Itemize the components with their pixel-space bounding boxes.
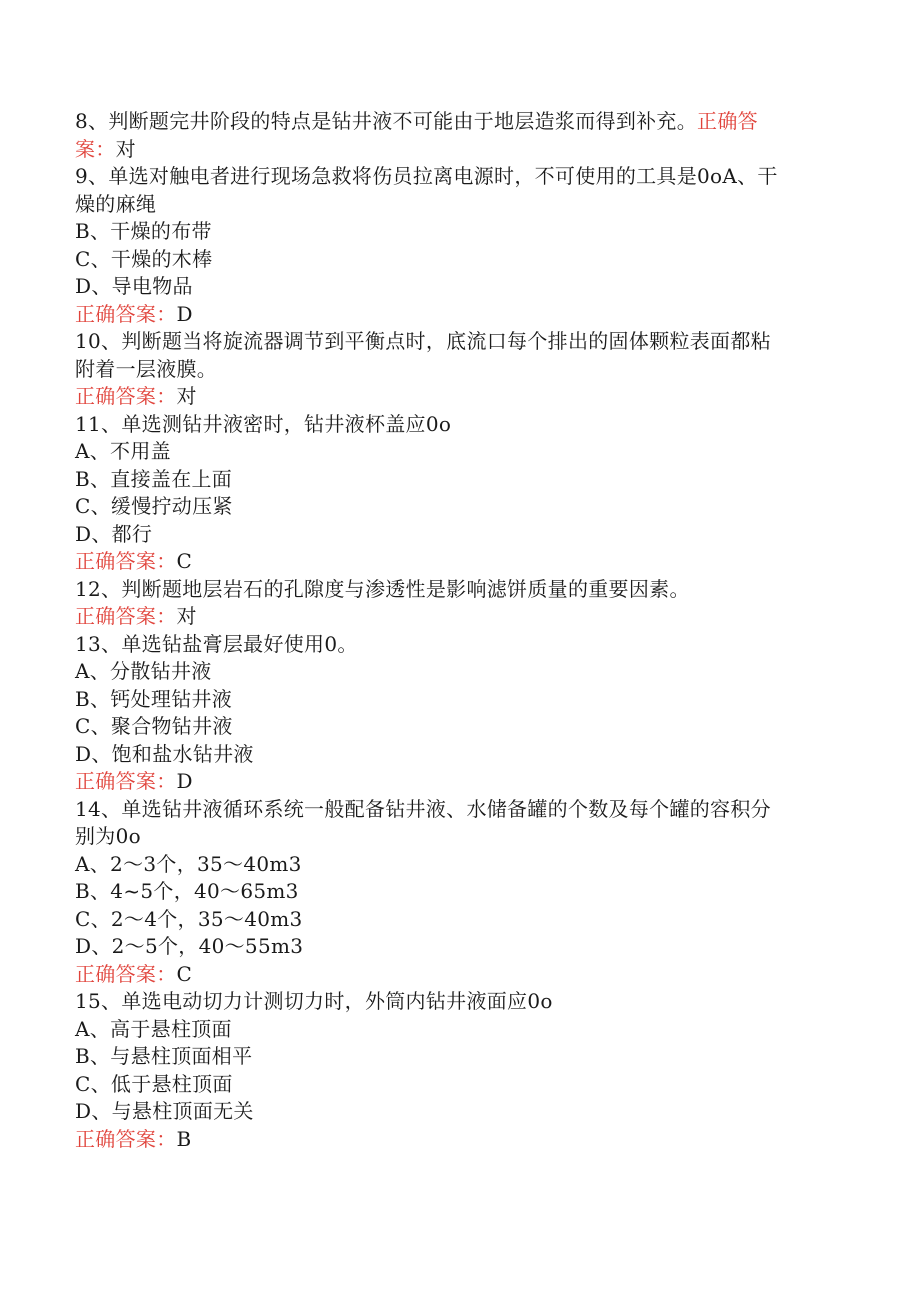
option-d: D、饱和盐水钻井液 (75, 741, 254, 766)
option-b: B、钙处理钻井液 (75, 686, 233, 711)
answer-label: 正确答 (697, 109, 758, 133)
option-d: D、导电物品 (75, 274, 193, 298)
option-a: A、高于悬柱顶面 (75, 1016, 232, 1041)
option-d: D、2～5个，40～55m3 (75, 934, 304, 958)
question-14-text-cont: 别为0o (75, 824, 141, 848)
option-b: B、与悬柱顶面相平 (75, 1044, 253, 1068)
question-8-answer-line (75, 136, 815, 164)
question-12-text: 12、判断题地层岩石的孔隙度与渗透性是影响滤饼质量的重要因素。 (75, 576, 690, 601)
answer-value: 对 (115, 136, 136, 161)
question-10-text-cont: 附着一层液膜。 (75, 356, 218, 381)
option-a: A、不用盖 (75, 439, 171, 463)
answer-line (75, 548, 815, 576)
answer-label: 正确答案： (75, 961, 177, 986)
option-c: C、缓慢拧动压紧 (75, 494, 233, 518)
answer-value: C (176, 961, 193, 986)
option-b: B、干燥的布带 (75, 219, 212, 243)
option-c: C、低于悬柱顶面 (75, 1071, 233, 1096)
option-d: D、与悬柱顶面无关 (75, 1099, 254, 1123)
answer-value: D (176, 769, 193, 793)
question-8-text: 8、判断题完井阶段的特点是钻井液不可能由于地层造浆而得到补充。 (75, 109, 698, 133)
answer-value: C (176, 549, 193, 573)
option-a: A、2～3个，35～40m3 (75, 851, 302, 876)
answer-value: 对 (176, 384, 197, 408)
question-9-text-cont: 燥的麻绳 (75, 191, 157, 216)
option-c: C、2～4个，35～40m3 (75, 906, 303, 931)
answer-label: 正确答案： (75, 769, 177, 793)
option-b: B、4~5个，40～65m3 (75, 879, 299, 903)
answer-value: B (176, 1126, 192, 1151)
question-11-text: 11、单选测钻井液密时，钻井液杯盖应0o (75, 411, 452, 436)
answer-label: 正确答案： (75, 549, 177, 573)
question-14-text: 14、单选钻井液循环系统一般配备钻井液、水储备罐的个数及每个罐的容积分 (75, 796, 771, 821)
answer-label: 正确答案： (75, 384, 177, 408)
answer-value: D (176, 301, 193, 326)
answer-label: 正确答案： (75, 301, 177, 326)
answer-label: 正确答案： (75, 604, 177, 628)
answer-label: 案： (75, 136, 116, 161)
answer-line (75, 1126, 815, 1154)
option-b: B、直接盖在上面 (75, 466, 233, 491)
question-9-text: 9、单选对触电者进行现场急救将伤员拉离电源时，不可使用的工具是0oA、干 (75, 164, 778, 188)
question-8-line (75, 108, 815, 136)
answer-label: 正确答案： (75, 1126, 177, 1151)
question-10-text: 10、判断题当将旋流器调节到平衡点时，底流口每个排出的固体颗粒表面都粘 (75, 329, 771, 353)
question-15-text: 15、单选电动切力计测切力时，外筒内钻井液面应0o (75, 989, 553, 1013)
option-c: C、聚合物钻井液 (75, 714, 233, 738)
answer-line (75, 768, 815, 796)
answer-line (75, 961, 815, 989)
question-13-text: 13、单选钻盐膏层最好使用0。 (75, 631, 358, 656)
option-c: C、干燥的木棒 (75, 246, 213, 271)
answer-value: 对 (176, 604, 197, 628)
answer-line (75, 603, 815, 631)
document-page (75, 108, 815, 1153)
answer-line (75, 383, 815, 411)
option-a: A、分散钻井液 (75, 659, 212, 683)
answer-line (75, 301, 815, 329)
option-d: D、都行 (75, 521, 153, 546)
